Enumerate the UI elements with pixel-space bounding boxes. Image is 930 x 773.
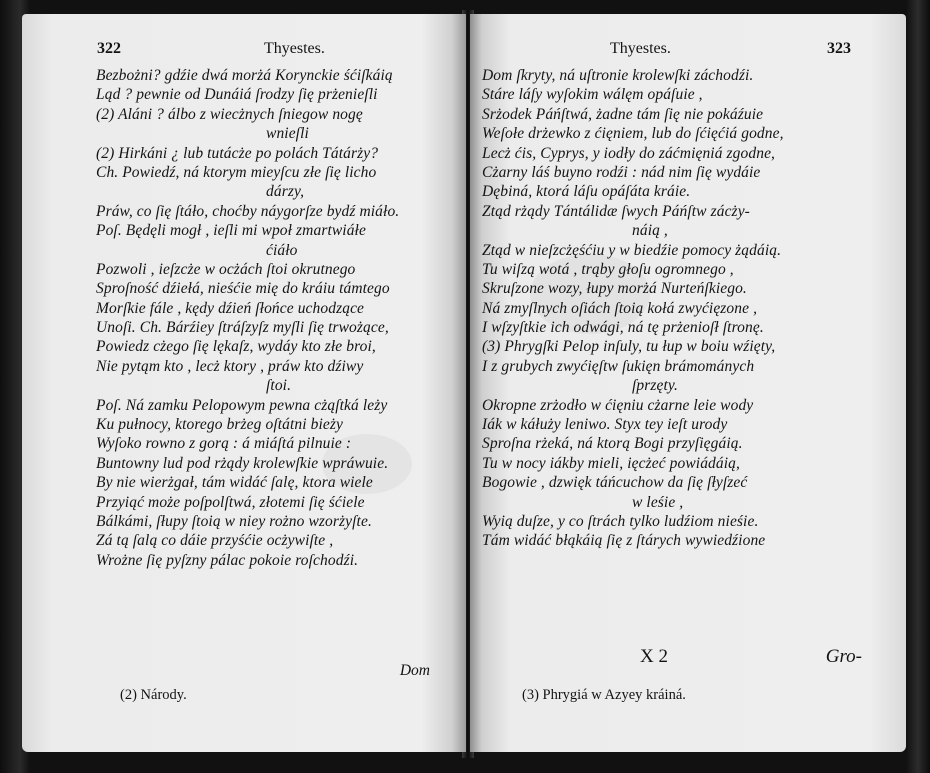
verse-line: Zá tą ſalą co dáie przyśćie ocżywiſte , bbox=[96, 532, 334, 550]
verse-line: Unoſi. Ch. Bárźiey ſtráſzyſz myſli ſię trwożące, bbox=[96, 319, 389, 337]
verse-line: Sproſność dźiełá, nieśćie mię do kráiu támtego bbox=[96, 280, 390, 298]
verse-line-continuation: w leśie , bbox=[632, 493, 684, 511]
verse-line: Ztąd w nieſzcżęśćiu y w biedźie pomocy żądáią. bbox=[482, 241, 782, 259]
verse-line: Práw, co ſię ſtáło, choćby náygorſze bydź miáło. bbox=[96, 202, 400, 220]
verse-line-continuation: náią , bbox=[632, 222, 668, 240]
verse-line: Powiedz cżego ſię lękaſz, wydáy kto złe broi, bbox=[96, 338, 376, 356]
catchword: Dom bbox=[399, 662, 430, 679]
running-title: Thyestes. bbox=[264, 40, 325, 57]
verse-line: Morſkie fále , kędy dźień ſłońce uchodzące bbox=[96, 299, 365, 317]
page-number: 322 bbox=[97, 40, 121, 57]
verse-line: Stáre láſy wyſokim wálęm opáſuie , bbox=[482, 86, 703, 104]
verse-line: Ch. Powiedź, ná ktorym mieyſcu złe ſię licho bbox=[96, 163, 377, 181]
verse-line: Buntowny lud pod rżądy krolewſkie wpráwuie. bbox=[96, 454, 389, 472]
verse-line: Lecż ćis, Cyprys, y iodły do záćmięniá zgodne, bbox=[482, 144, 776, 162]
verse-line: (3) Phrygſki Pelop inſuly, tu łup w boiu wźięty, bbox=[482, 338, 776, 356]
verse-line-continuation: ćiáło bbox=[266, 241, 298, 259]
left-page-header bbox=[22, 40, 466, 64]
footnote: (3) Phrygiá w Azyey kráiná. bbox=[522, 687, 686, 703]
verse-line-continuation: wnieſli bbox=[266, 125, 309, 143]
verse-line: Bálkámi, ſłupy ſtoią w niey rożno wzorżyſte. bbox=[96, 512, 372, 530]
catchword: Gro- bbox=[825, 646, 862, 667]
verse-line-continuation: ſtoi. bbox=[266, 377, 292, 395]
signature-mark: X 2 bbox=[640, 646, 668, 667]
right-page-header bbox=[470, 40, 906, 64]
verse-block bbox=[96, 66, 456, 570]
verse-line: Ná zmyſlnych oſiách ſtoią kołá zwyćięzone , bbox=[482, 299, 758, 317]
verse-line: Tu wiſzą wotá , trąby głoſu ogromnego , bbox=[482, 260, 734, 278]
verse-line: Weſołe drżewko z ćięniem, lub do ſćięćiá godne, bbox=[482, 125, 784, 143]
verse-line-continuation: ſprzęty. bbox=[632, 377, 679, 395]
footnote: (2) Národy. bbox=[120, 687, 187, 703]
verse-line: Sproſna rżeká, ná ktorą Bogi przyſięgáią. bbox=[482, 435, 743, 453]
running-title: Thyestes. bbox=[610, 40, 671, 57]
verse-line: Tám widáć błąkáią ſię z ſtárych wywiedźione bbox=[482, 532, 766, 550]
verse-line: Dom ſkryty, ná uſtronie krolewſki záchodźi. bbox=[482, 67, 754, 84]
verse-block bbox=[482, 66, 842, 551]
verse-line: Skruſzone wozy, łupy morżá Nurteńſkiego. bbox=[482, 280, 747, 298]
verse-line: Okropne zrżodło w ćięniu cżarne leie wody bbox=[482, 396, 754, 414]
page-number: 323 bbox=[827, 40, 851, 57]
verse-line: Srżodek Páńſtwá, żadne tám ſię nie pokáźuie bbox=[482, 105, 764, 123]
verse-line: Cżarny láś buyno rodźi : nád nim ſię wydáie bbox=[482, 163, 761, 181]
verse-line: (2) Hirkáni ¿ lub tutácże po polách Tátárży? bbox=[96, 144, 379, 162]
verse-line: (2) Aláni ? álbo z wiecżnych ſniegow nogę bbox=[96, 105, 363, 123]
verse-line-continuation: dárzy, bbox=[266, 183, 305, 201]
verse-line: Ku pułnocy, ktorego brżeg oſtátni bieży bbox=[96, 416, 343, 434]
verse-line: By nie wierżgał, tám widáć ſalę, ktora wiele bbox=[96, 474, 373, 492]
verse-line: Ląd ? pewnie od Dunáiá ſrodzy ſię prżenieſli bbox=[96, 86, 378, 104]
verse-line: Poſ. Będęli mogł , ieſli mi wpoł zmartwiáłe bbox=[96, 222, 366, 240]
verse-line: Poſ. Ná zamku Pelopowym pewna cżąſtká leży bbox=[96, 396, 388, 414]
verse-line: Wyią duſze, y co ſtrách tylko ludźiom nieśie. bbox=[482, 512, 759, 530]
verse-line: Pozwoli , ieſzcże w ocżách ſtoi okrutnego bbox=[96, 260, 356, 278]
verse-line: Bogowie , dzwięk táńcuchow da ſię ſłyſzeć bbox=[482, 474, 748, 492]
left-page bbox=[22, 14, 466, 752]
verse-line: Wrożne ſię pyſzny pálac pokoie roſchodźi. bbox=[96, 551, 359, 569]
right-page bbox=[470, 14, 906, 752]
verse-line: I wſzyſtkie ich odwági, ná tę prżenioſł ſtronę. bbox=[482, 319, 764, 337]
verse-line: Bezbożni? gdźie dwá morżá Korynckie śćiſkáią bbox=[96, 67, 393, 84]
verse-line: I z grubych zwyćięſtw ſukięn brámománych bbox=[482, 357, 755, 375]
verse-line: Tu w nocy iákby mieli, ięcżeć powiádáią, bbox=[482, 454, 740, 472]
verse-line: Dębiná, ktorá láſu opáſáta kráie. bbox=[482, 183, 691, 201]
verse-line: Iák w káłuży leniwo. Styx tey ieſt urody bbox=[482, 416, 728, 434]
verse-line: Wyſoko rowno z gorą : á miáſtá pilnuie : bbox=[96, 435, 352, 453]
verse-line: Nie pytąm kto , lecż ktory , práw kto dźiwy bbox=[96, 357, 364, 375]
verse-line: Przyiąć może poſpolſtwá, złotemi ſię śćiele bbox=[96, 493, 365, 511]
verse-line: Ztąd rżądy Tántálidæ ſwych Páńſtw zácży- bbox=[482, 202, 750, 220]
